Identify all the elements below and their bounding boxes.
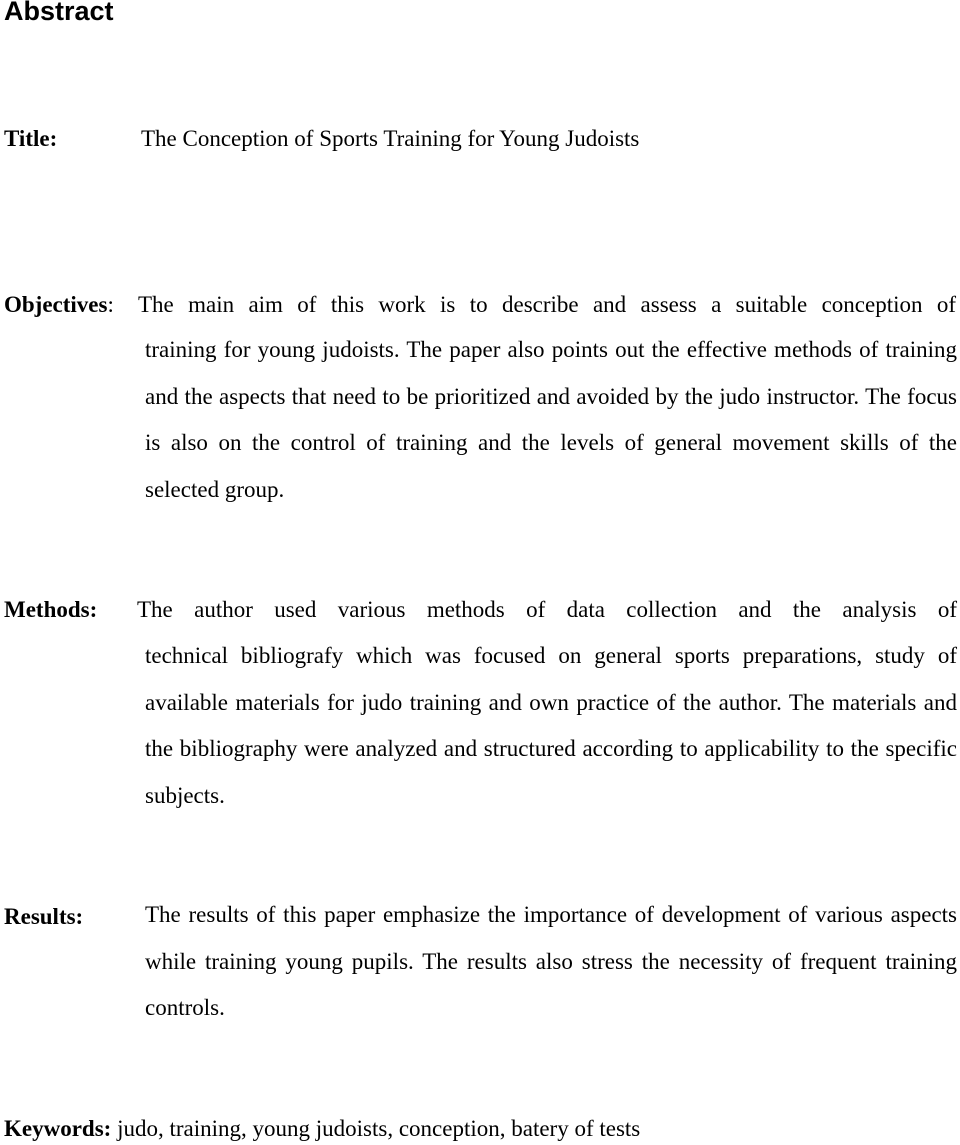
abstract-heading: Abstract bbox=[4, 0, 114, 26]
title-label: Title: bbox=[4, 126, 58, 151]
keywords-label: Keywords: bbox=[4, 1116, 112, 1141]
keywords-text: judo, training, young judoists, conception, batery of tests bbox=[117, 1116, 641, 1141]
objectives-first-line: The main aim of this work is to describe and assess a suitable conception of bbox=[138, 292, 956, 317]
results-label: Results: bbox=[4, 904, 84, 929]
objectives-label-wrap bbox=[4, 292, 114, 318]
objectives-text: training for young judoists. The paper also points out the effective methods of training and the aspects that need to be prioritized and avoided by the judo instructor. The focus is also on the control of training and the levels of general movement skills of the selected group. bbox=[145, 337, 957, 502]
methods-first-line: The author used various methods of data collection and the analysis of bbox=[137, 597, 957, 622]
methods-text: technical bibliografy which was focused on general sports preparations, study of available materials for judo training and own practice of the author. The materials and the bibliography were analyzed and structured according to applicability to the specific subjects. bbox=[145, 643, 957, 808]
keywords-line bbox=[4, 1116, 640, 1142]
results-text: The results of this paper emphasize the importance of development of various aspects while training young pupils. The results also stress the necessity of frequent training controls. bbox=[145, 902, 957, 1020]
objectives-separator: : bbox=[107, 292, 114, 317]
methods-label: Methods: bbox=[4, 597, 98, 622]
objectives-label: Objectives bbox=[4, 292, 108, 317]
title-text: The Conception of Sports Training for Young Judoists bbox=[141, 126, 640, 151]
